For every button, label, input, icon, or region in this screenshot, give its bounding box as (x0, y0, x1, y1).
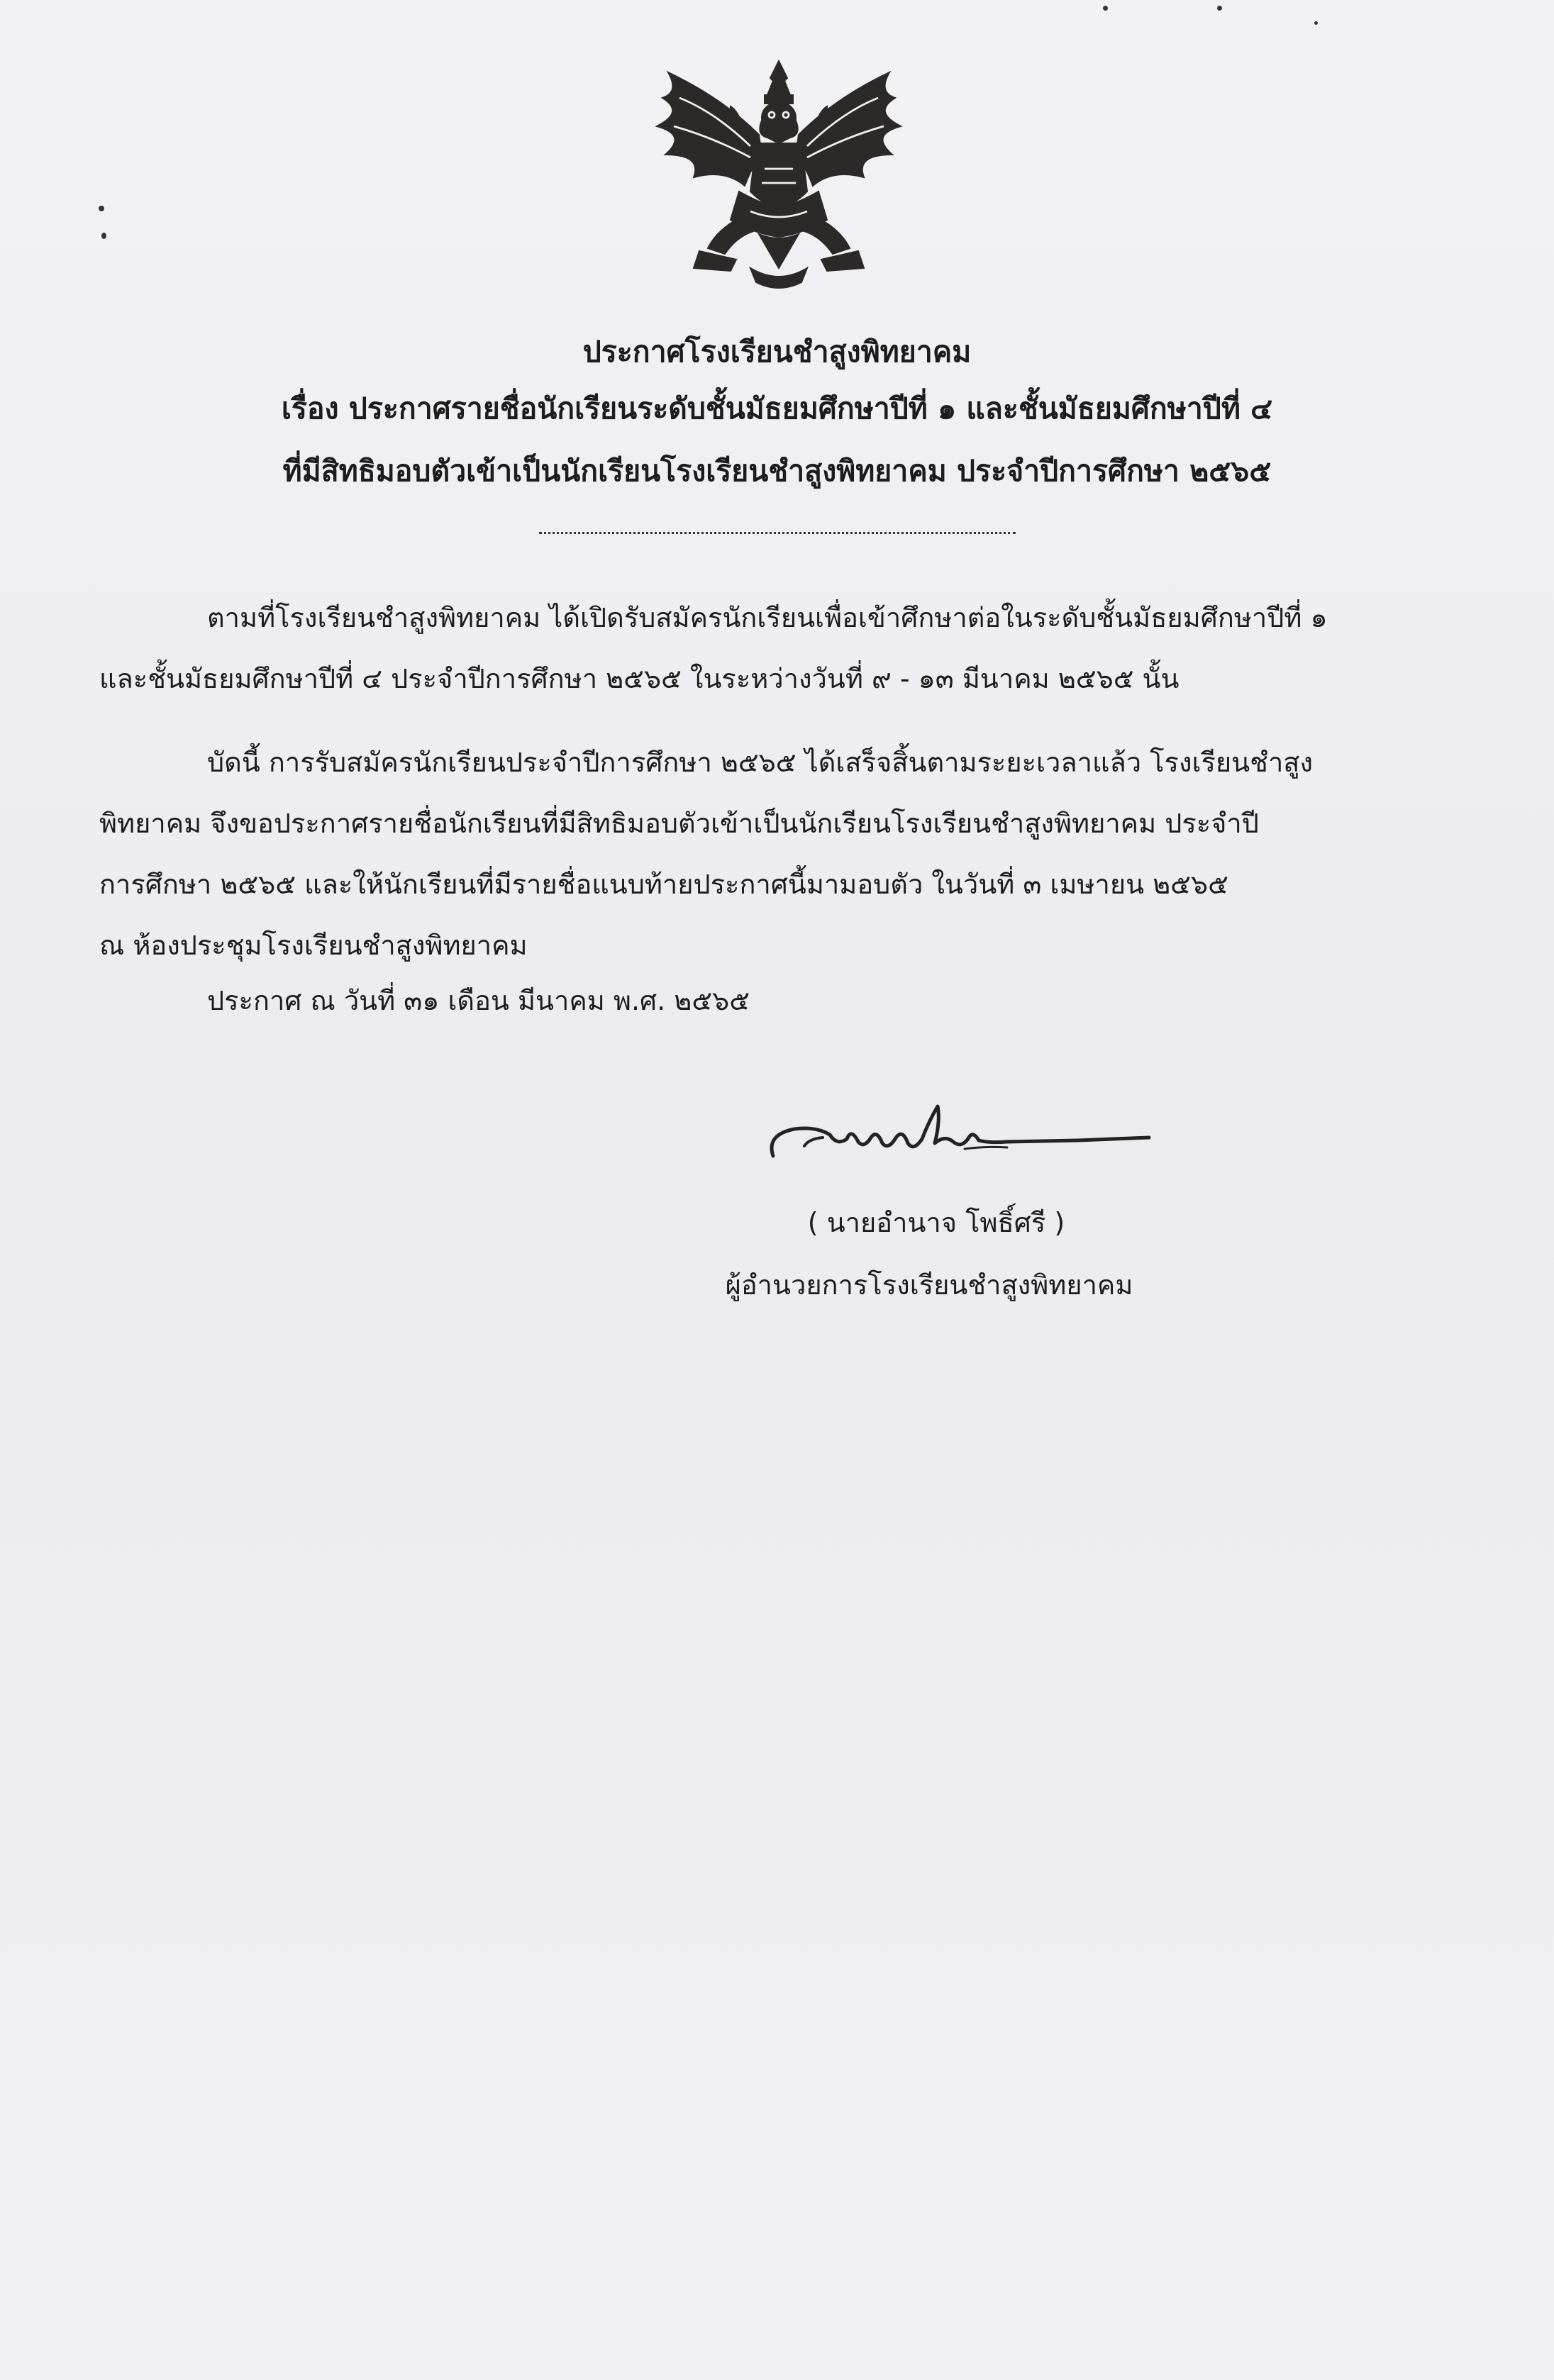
document-title: ประกาศโรงเรียนชำสูงพิทยาคม (582, 335, 972, 369)
paragraph-line: การศึกษา ๒๕๖๕ และให้นักเรียนที่มีรายชื่อแนบท้ายประกาศนี้มามอบตัว ในวันที่ ๓ เมษายน ๒๕๖๕ (99, 869, 1228, 900)
document-subject-continued: ที่มีสิทธิมอบตัวเข้าเป็นนักเรียนโรงเรียนชำสูงพิทยาคม ประจำปีการศึกษา ๒๕๖๕ (282, 454, 1272, 488)
paragraph-2 (99, 732, 1426, 976)
signer-name: ( นายอำนาจ โพธิ์ศรี ) (807, 1207, 1065, 1238)
garuda-emblem-icon (636, 55, 922, 304)
scan-speck (1217, 6, 1222, 11)
paragraph-line: ณ ห้องประชุมโรงเรียนชำสูงพิทยาคม (99, 930, 528, 961)
paragraph-line: ตามที่โรงเรียนชำสูงพิทยาคม ได้เปิดรับสมัครนักเรียนเพื่อเข้าศึกษาต่อในระดับชั้นมัธยมศึกษาปีที่ ๑ (207, 602, 1328, 633)
date-line: ประกาศ ณ วันที่ ๓๑ เดือน มีนาคม พ.ศ. ๒๕๖๕ (207, 985, 750, 1016)
paragraph-line: พิทยาคม จึงขอประกาศรายชื่อนักเรียนที่มีสิทธิมอบตัวเข้าเป็นนักเรียนโรงเรียนชำสูงพิทยาคม ประจำปี (99, 808, 1259, 839)
scan-speck (99, 206, 104, 211)
paragraph-line: บัดนี้ การรับสมัครนักเรียนประจำปีการศึกษา ๒๕๖๕ ได้เสร็จสิ้นตามระยะเวลาแล้ว โรงเรียนชำสูง (207, 747, 1314, 778)
scan-speck (1314, 21, 1318, 25)
scan-speck (101, 233, 106, 239)
announcement-date (99, 970, 1426, 1031)
document-subject: เรื่อง ประกาศรายชื่อนักเรียนระดับชั้นมัธยมศึกษาปีที่ ๑ และชั้นมัธยมศึกษาปีที่ ๔ (281, 391, 1273, 426)
paragraph-line: และชั้นมัธยมศึกษาปีที่ ๔ ประจำปีการศึกษา ๒๕๖๕ ในระหว่างวันที่ ๙ - ๑๓ มีนาคม ๒๕๖๕ นั้น (99, 663, 1180, 694)
handwritten-signature (752, 1078, 1177, 1177)
title-divider (539, 532, 1016, 534)
signer-title: ผู้อำนวยการโรงเรียนชำสูงพิทยาคม (725, 1269, 1133, 1301)
paragraph-1 (99, 587, 1426, 709)
scan-speck (1103, 6, 1108, 11)
